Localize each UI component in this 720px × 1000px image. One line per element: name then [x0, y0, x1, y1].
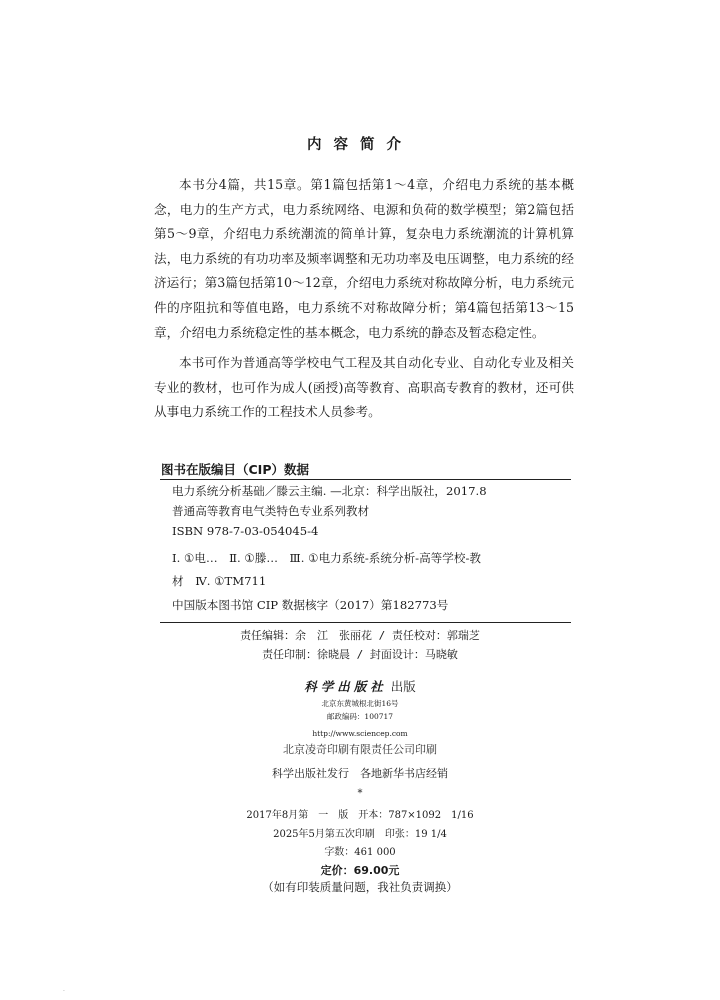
cip-title-line: 电力系统分析基础／滕云主编. —北京：科学出版社，2017.8 — [172, 484, 487, 498]
quality-notice: （如有印装质量问题，我社负责调换） — [262, 880, 458, 894]
summary-title: 内容简介 — [307, 137, 413, 153]
edition-line: 2017年8月第 一 版 开本：787×1092 1/16 — [246, 810, 474, 821]
printing-line: 2025年5月第五次印刷 印张：19 1/4 — [273, 829, 447, 840]
word-count: 字数：461 000 — [324, 847, 396, 858]
cip-subject-line: Ⅰ. ①电… Ⅱ. ①滕… Ⅲ. ①电力系统-系统分析-高等学校-教 — [172, 551, 481, 565]
publisher-line — [0, 677, 720, 695]
price: 定价：69.00元 — [320, 864, 400, 877]
printer-line: 北京凌奇印刷有限责任公司印刷 — [283, 743, 437, 756]
publisher-logo-text: 科学出版社 — [304, 679, 387, 694]
cip-series-line: 普通高等教育电气类特色专业系列教材 — [172, 504, 370, 518]
publisher-address: 北京东黄城根北街16号 — [321, 699, 399, 708]
cip-isbn-line: ISBN 978-7-03-054045-4 — [172, 524, 319, 538]
publisher-suffix: 出版 — [390, 679, 416, 694]
publisher-postcode: 邮政编码：100717 — [326, 712, 394, 721]
production-credits: 责任印制：徐晓晨 / 封面设计：马晓敏 — [262, 648, 458, 661]
cip-record-number: 中国版本图书馆 CIP 数据核字（2017）第182773号 — [172, 598, 449, 612]
distribution-line: 科学出版社发行 各地新华书店经销 — [272, 767, 448, 780]
cip-subject-line-cont: 材 Ⅳ. ①TM711 — [172, 574, 267, 588]
corner-mark: · — [63, 988, 65, 995]
summary-paragraph-2: 本书可作为普通高等学校电气工程及其自动化专业、自动化专业及相关专业的教材，也可作为成人(函授)高等教育、高职高专教育的教材，还可供从事电力系统工作的工程技术人员参考。 — [154, 355, 574, 420]
separator-star: * — [357, 788, 363, 799]
editor-credits: 责任编辑：余 江 张丽花 / 责任校对：郭瑞芝 — [240, 629, 480, 642]
publisher-url: http://www.sciencep.com — [312, 729, 408, 738]
cip-heading: 图书在版编目（CIP）数据 — [161, 462, 309, 477]
summary-paragraph-1: 本书分4篇，共15章。第1篇包括第1～4章，介绍电力系统的基本概念，电力的生产方式，电力系统网络、电源和负荷的数学模型；第2篇包括第5～9章，介绍电力系统潮流的简单计算，复杂电力系统潮流的计算机算法，电力系统的有功功率及频率调整和无功功率及电压调整，电力系统的经济运行；第3篇包括第10～12章，介绍电力系统对称故障分析，电力系统元件的序阻抗和等值电路，电力系统不对称故障分析；第4篇包括第13～15章，介绍电力系统稳定性的基本概念，电力系统的静态及暂态稳定性。 — [154, 177, 574, 340]
